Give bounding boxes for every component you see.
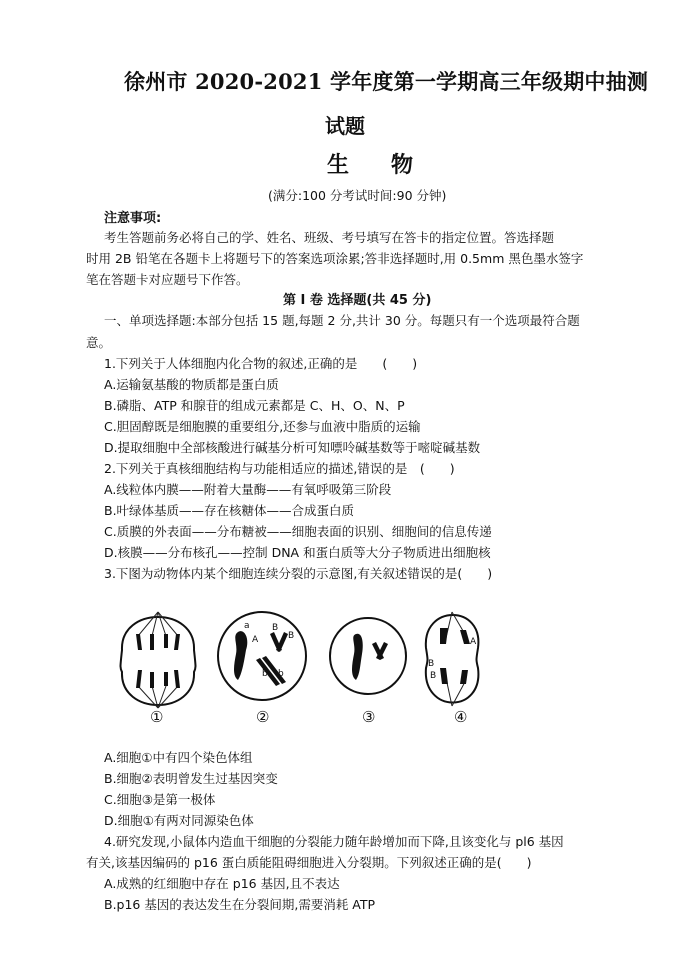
page-title: 徐州市 2020-2021 学年度第一学期高三年级期中抽测 xyxy=(124,69,649,94)
question-option: C.质膜的外表面——分布糖被——细胞表面的识别、细胞间的信息传递 xyxy=(104,524,492,539)
question-option: A.运输氨基酸的物质都是蛋白质 xyxy=(104,377,279,392)
page-title-continued: 试题 xyxy=(325,114,365,138)
svg-text:B: B xyxy=(288,631,295,641)
figure-label-4: ④ xyxy=(454,708,468,726)
section-heading: 第 I 卷 选择题(共 45 分) xyxy=(283,293,432,308)
question-stem: 1.下列关于人体细胞内化合物的叙述,正确的是 ( ) xyxy=(104,356,418,371)
svg-text:B: B xyxy=(272,623,279,633)
question-option: D.提取细胞中全部核酸进行碱基分析可知嘌呤碱基数等于嘧啶碱基数 xyxy=(104,440,481,455)
question-option: D.细胞①有两对同源染色体 xyxy=(104,813,254,828)
question-option: D.核膜——分布核孔——控制 DNA 和蛋白质等大分子物质进出细胞核 xyxy=(104,545,491,560)
question-option: B.p16 基因的表达发生在分裂间期,需要消耗 ATP xyxy=(104,897,376,912)
svg-text:A: A xyxy=(252,635,259,645)
cell-division-diagram xyxy=(110,598,490,726)
question-option: B.叶绿体基质——存在核糖体——合成蛋白质 xyxy=(104,503,355,518)
svg-text:b: b xyxy=(262,669,268,679)
notice-line: 考生答题前务必将自己的学、姓名、班级、考号填写在答卡的指定位置。答选择题 xyxy=(104,230,555,245)
question-option: A.成熟的红细胞中存在 p16 基因,且不表达 xyxy=(104,876,340,891)
question-stem: 2.下列关于真核细胞结构与功能相适应的描述,错误的是 ( ) xyxy=(104,461,455,476)
subject-title: 生物 xyxy=(327,152,456,178)
figure-label-2: ② xyxy=(256,708,270,726)
svg-text:a: a xyxy=(244,621,250,631)
question-option: A.线粒体内膜——附着大量酶——有氧呼吸第三阶段 xyxy=(104,482,392,497)
question-stem: 有关,该基因编码的 p16 蛋白质能阻碍细胞进入分裂期。下列叙述正确的是( ) xyxy=(86,855,532,870)
figure-label-1: ① xyxy=(150,708,164,726)
section-intro: 意。 xyxy=(86,335,112,350)
notice-heading: 注意事项: xyxy=(104,211,162,226)
question-option: A.细胞①中有四个染色体组 xyxy=(104,750,253,765)
question-stem: 4.研究发现,小鼠体内造血干细胞的分裂能力随年龄增加而下降,且该变化与 pl6 基因 xyxy=(104,834,564,849)
section-intro: 一、单项选择题:本部分包括 15 题,每题 2 分,共计 30 分。每题只有一个选项最符合题 xyxy=(104,313,580,328)
question-option: B.细胞②表明曾发生过基因突变 xyxy=(104,771,278,786)
question-option: C.胆固醇既是细胞膜的重要组分,还参与血液中脂质的运输 xyxy=(104,419,421,434)
svg-text:B: B xyxy=(428,659,435,669)
svg-text:B: B xyxy=(430,671,437,681)
figure-label-3: ③ xyxy=(362,708,376,726)
notice-line: 时用 2B 铅笔在各题卡上将题号下的答案选项涂累;答非选择题时,用 0.5mm 黑色墨水签字 xyxy=(86,251,584,266)
cell-division-figure xyxy=(110,598,490,726)
question-stem: 3.下图为动物体内某个细胞连续分裂的示意图,有关叙述错误的是( ) xyxy=(104,566,493,581)
question-option: B.磷脂、ATP 和腺苷的组成元素都是 C、H、O、N、P xyxy=(104,398,405,413)
svg-text:A: A xyxy=(470,637,477,647)
exam-meta: (满分:100 分考试时间:90 分钟) xyxy=(268,188,447,203)
question-option: C.细胞③是第一极体 xyxy=(104,792,216,807)
svg-text:b: b xyxy=(278,669,284,679)
notice-line: 笔在答题卡对应题号下作答。 xyxy=(86,272,249,287)
